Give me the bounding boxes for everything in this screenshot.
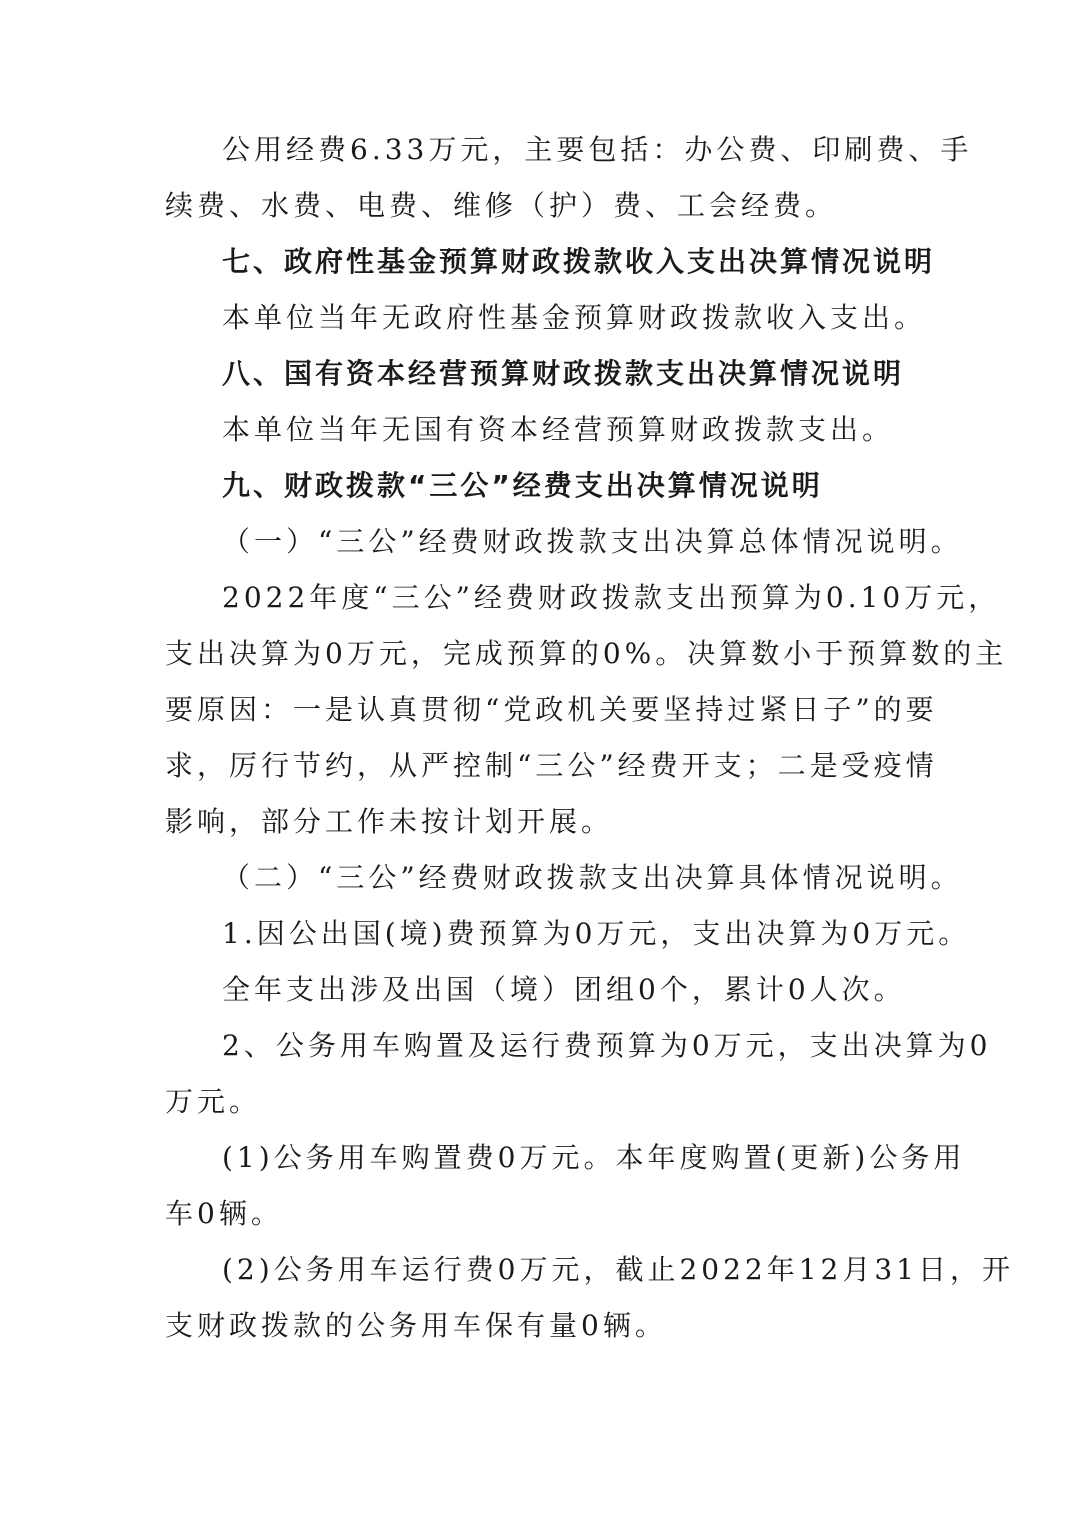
- paragraph-line: 影响，部分工作未按计划开展。: [165, 805, 614, 838]
- paragraph-line: 求，厉行节约，从严控制“三公”经费开支；二是受疫情: [165, 749, 938, 782]
- paragraph-line: 公用经费6.33万元，主要包括：办公费、印刷费、手: [222, 133, 973, 166]
- paragraph-line: 1.因公出国(境)费预算为0万元，支出决算为0万元。: [222, 917, 971, 950]
- subsection-heading: （二）“三公”经费财政拨款支出决算具体情况说明。: [222, 861, 963, 894]
- section-heading: 八、国有资本经营预算财政拨款支出决算情况说明: [222, 357, 905, 390]
- paragraph-line: 本单位当年无政府性基金预算财政拨款收入支出。: [222, 301, 927, 334]
- paragraph-line: 要原因：一是认真贯彻“党政机关要坚持过紧日子”的要: [165, 693, 938, 726]
- section-heading: 九、财政拨款“三公”经费支出决算情况说明: [222, 469, 823, 502]
- paragraph-line: 2、公务用车购置及运行费预算为0万元，支出决算为0: [222, 1029, 992, 1062]
- paragraph-line: 2022年度“三公”经费财政拨款支出预算为0.10万元，: [222, 581, 1001, 614]
- paragraph-line: 续费、水费、电费、维修（护）费、工会经费。: [165, 189, 838, 222]
- paragraph-line: 车0辆。: [165, 1197, 283, 1230]
- section-heading: 七、政府性基金预算财政拨款收入支出决算情况说明: [222, 245, 936, 278]
- paragraph-line: (2)公务用车运行费0万元，截止2022年12月31日，开: [222, 1253, 1014, 1286]
- paragraph-line: 支财政拨款的公务用车保有量0辆。: [165, 1309, 667, 1342]
- paragraph-line: 全年支出涉及出国（境）团组0个，累计0人次。: [222, 973, 906, 1006]
- paragraph-line: 本单位当年无国有资本经营预算财政拨款支出。: [222, 413, 895, 446]
- paragraph-line: (1)公务用车购置费0万元。本年度购置(更新)公务用: [222, 1141, 966, 1174]
- paragraph-line: 万元。: [165, 1085, 262, 1118]
- subsection-heading: （一）“三公”经费财政拨款支出决算总体情况说明。: [222, 525, 963, 558]
- paragraph-line: 支出决算为0万元，完成预算的0%。决算数小于预算数的主: [165, 637, 1008, 670]
